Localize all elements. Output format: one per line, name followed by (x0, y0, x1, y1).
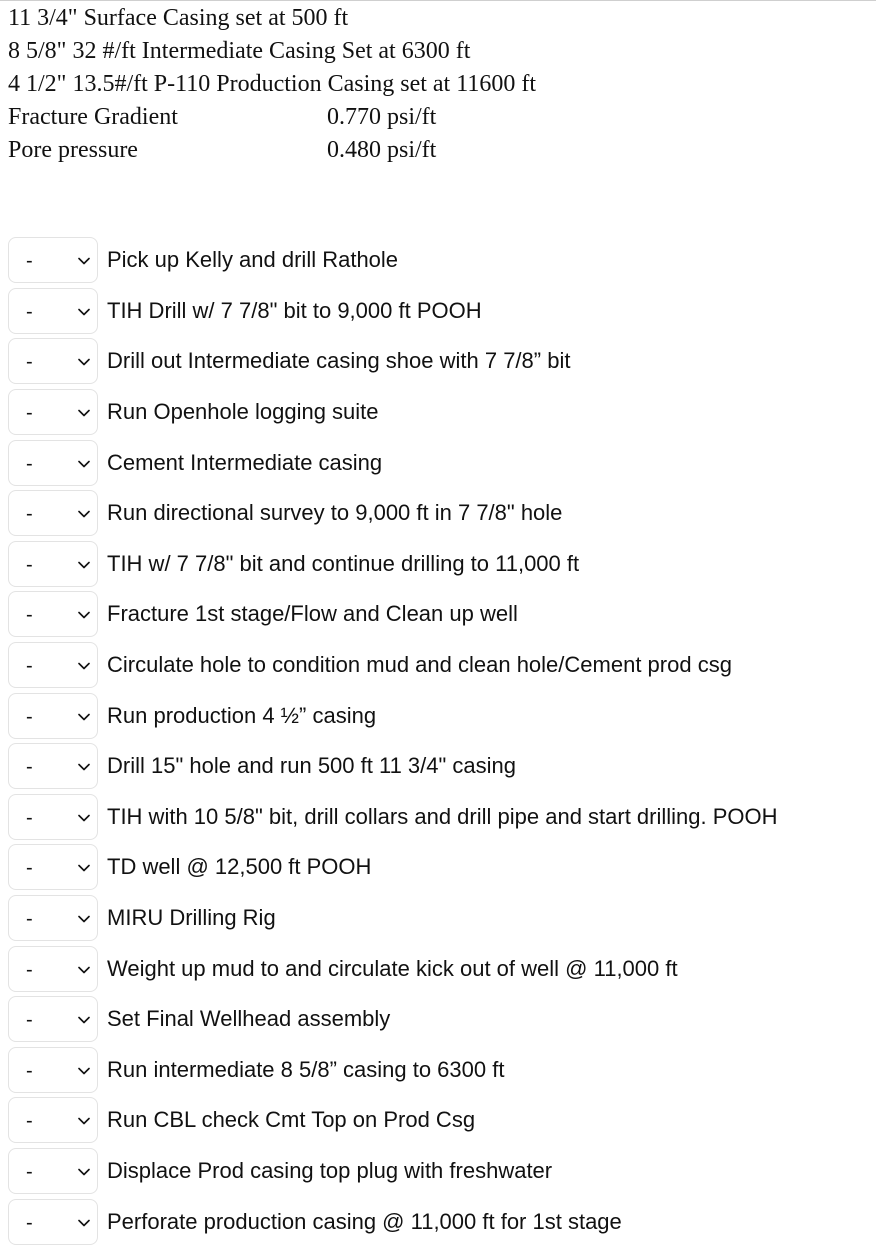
chevron-down-icon (78, 913, 90, 925)
chevron-down-icon (78, 407, 90, 419)
order-select[interactable] (8, 591, 98, 637)
chevron-down-icon (78, 1115, 90, 1127)
order-select[interactable] (8, 490, 98, 536)
chevron-down-icon (78, 660, 90, 672)
step-row (8, 1045, 778, 1096)
step-row (8, 1095, 778, 1146)
step-row (8, 1146, 778, 1197)
step-label: Run CBL check Cmt Top on Prod Csg (107, 1107, 476, 1133)
chevron-down-icon (78, 1166, 90, 1178)
order-select-value: - (26, 300, 33, 323)
chevron-down-icon (78, 255, 90, 267)
chevron-down-icon (78, 356, 90, 368)
order-select-value: - (26, 1110, 33, 1133)
step-row (8, 741, 778, 792)
order-select-value: - (26, 958, 33, 981)
step-row (8, 235, 778, 286)
production-casing-text: 4 1/2" 13.5#/ft P-110 Production Casing set at 11600 ft (8, 71, 536, 97)
chevron-down-icon (78, 812, 90, 824)
step-row (8, 539, 778, 590)
step-label: Circulate hole to condition mud and clean hole/Cement prod csg (107, 652, 732, 678)
fracture-gradient-label: Fracture Gradient (8, 104, 178, 130)
well-info (8, 2, 578, 167)
order-select-value: - (26, 908, 33, 931)
step-row (8, 488, 778, 539)
order-select-value: - (26, 553, 33, 576)
step-label: Run production 4 ½” casing (107, 702, 377, 728)
chevron-down-icon (78, 559, 90, 571)
chevron-down-icon (78, 964, 90, 976)
step-label: TIH Drill w/ 7 7/8" bit to 9,000 ft POOH (107, 297, 482, 323)
step-label: Run Openhole logging suite (107, 399, 379, 425)
step-label: Cement Intermediate casing (107, 449, 383, 475)
order-select-value: - (26, 756, 33, 779)
fracture-gradient-value: 0.770 psi/ft (327, 104, 437, 130)
order-select[interactable] (8, 844, 98, 890)
order-select[interactable] (8, 895, 98, 941)
order-select-value: - (26, 250, 33, 273)
step-label: Pick up Kelly and drill Rathole (107, 247, 399, 273)
step-label: Perforate production casing @ 11,000 ft for 1st stage (107, 1208, 622, 1234)
order-select-value: - (26, 503, 33, 526)
order-select[interactable] (8, 541, 98, 587)
chevron-down-icon (78, 306, 90, 318)
intermediate-casing-text: 8 5/8" 32 #/ft Intermediate Casing Set at 6300 ft (8, 38, 471, 64)
step-row (8, 842, 778, 893)
step-row (8, 286, 778, 337)
step-label: Run intermediate 8 5/8” casing to 6300 ft (107, 1056, 505, 1082)
order-select[interactable] (8, 996, 98, 1042)
step-ordering-list (8, 235, 778, 1247)
order-select-value: - (26, 402, 33, 425)
fracture-gradient-row (8, 101, 578, 134)
step-row (8, 589, 778, 640)
step-row (8, 994, 778, 1045)
step-label: MIRU Drilling Rig (107, 905, 276, 931)
order-select[interactable] (8, 288, 98, 334)
order-select[interactable] (8, 338, 98, 384)
step-label: TIH with 10 5/8" bit, drill collars and drill pipe and start drilling. POOH (107, 803, 778, 829)
order-select-value: - (26, 452, 33, 475)
step-row (8, 387, 778, 438)
chevron-down-icon (78, 458, 90, 470)
order-select-value: - (26, 655, 33, 678)
order-select[interactable] (8, 1148, 98, 1194)
order-select-value: - (26, 1009, 33, 1032)
step-row (8, 336, 778, 387)
order-select-value: - (26, 1160, 33, 1183)
pore-pressure-label: Pore pressure (8, 137, 138, 163)
surface-casing-text: 11 3/4" Surface Casing set at 500 ft (8, 5, 349, 31)
step-label: Set Final Wellhead assembly (107, 1006, 391, 1032)
step-label: Run directional survey to 9,000 ft in 7 7/8" hole (107, 500, 563, 526)
step-row (8, 943, 778, 994)
order-select[interactable] (8, 389, 98, 435)
order-select[interactable] (8, 1047, 98, 1093)
order-select[interactable] (8, 794, 98, 840)
chevron-down-icon (78, 1217, 90, 1229)
step-row (8, 640, 778, 691)
step-label: TD well @ 12,500 ft POOH (107, 854, 372, 880)
step-row (8, 893, 778, 944)
order-select-value: - (26, 1059, 33, 1082)
step-label: Fracture 1st stage/Flow and Clean up well (107, 601, 518, 627)
order-select[interactable] (8, 946, 98, 992)
order-select[interactable] (8, 642, 98, 688)
chevron-down-icon (78, 508, 90, 520)
step-label: TIH w/ 7 7/8" bit and continue drilling to 11,000 ft (107, 550, 580, 576)
order-select[interactable] (8, 743, 98, 789)
step-label: Displace Prod casing top plug with freshwater (107, 1157, 553, 1183)
pore-pressure-value: 0.480 psi/ft (327, 137, 437, 163)
step-row (8, 792, 778, 843)
order-select[interactable] (8, 237, 98, 283)
chevron-down-icon (78, 1065, 90, 1077)
step-label: Drill 15" hole and run 500 ft 11 3/4" casing (107, 753, 517, 779)
order-select[interactable] (8, 440, 98, 486)
order-select-value: - (26, 1211, 33, 1234)
chevron-down-icon (78, 1014, 90, 1026)
step-label: Weight up mud to and circulate kick out of well @ 11,000 ft (107, 955, 678, 981)
chevron-down-icon (78, 609, 90, 621)
step-label: Drill out Intermediate casing shoe with 7 7/8” bit (107, 348, 571, 374)
chevron-down-icon (78, 862, 90, 874)
step-row (8, 437, 778, 488)
step-row (8, 1196, 778, 1247)
order-select[interactable] (8, 693, 98, 739)
top-divider (0, 0, 876, 1)
order-select-value: - (26, 604, 33, 627)
chevron-down-icon (78, 711, 90, 723)
order-select-value: - (26, 857, 33, 880)
pore-pressure-row (8, 134, 578, 167)
order-select[interactable] (8, 1199, 98, 1245)
order-select-value: - (26, 806, 33, 829)
step-row (8, 690, 778, 741)
order-select[interactable] (8, 1097, 98, 1143)
order-select-value: - (26, 351, 33, 374)
order-select-value: - (26, 705, 33, 728)
chevron-down-icon (78, 761, 90, 773)
